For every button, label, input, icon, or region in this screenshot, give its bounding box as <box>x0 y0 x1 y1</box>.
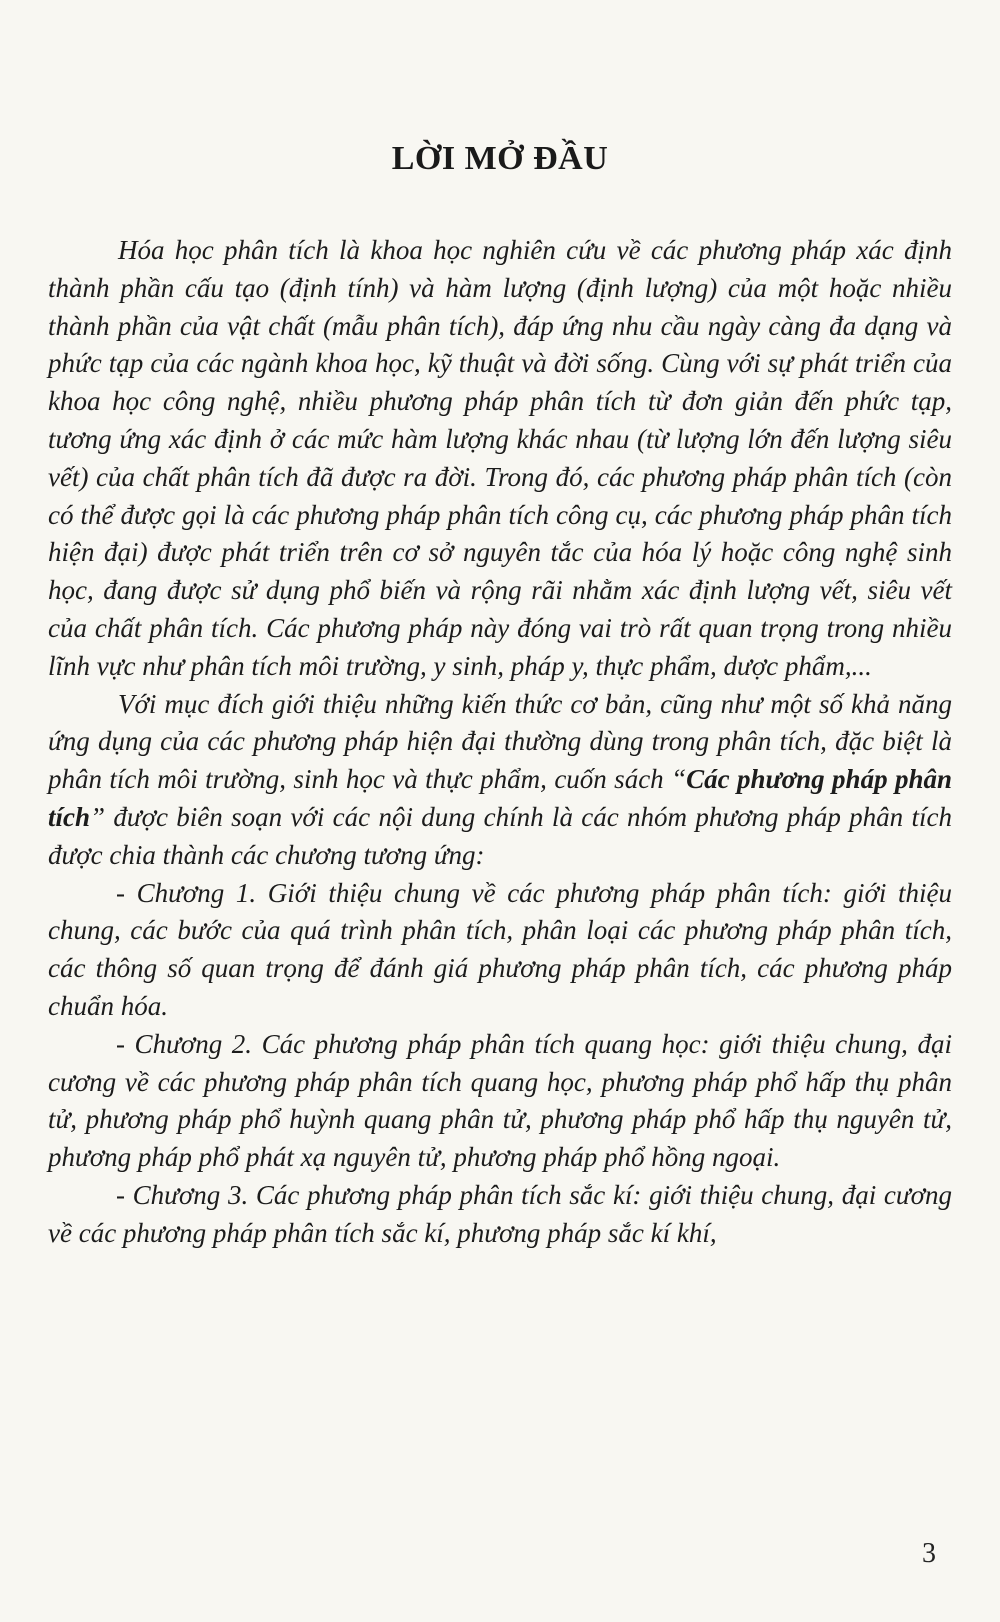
paragraph-intro: Hóa học phân tích là khoa học nghiên cứu về các phương pháp xác định thành phần cấu tạo (định tính) và hàm lượng (định lượng) của một hoặc nhiều thành phần của vật chất (mẫu phân tích), đáp ứng nhu cầu ngày càng đa dạng và phức tạp của các ngành khoa học, kỹ thuật và đời sống. Cùng với sự phát triển của khoa học công nghệ, nhiều phương pháp phân tích từ đơn giản đến phức tạp, tương ứng xác định ở các mức hàm lượng khác nhau (từ lượng lớn đến lượng siêu vết) của chất phân tích đã được ra đời. Trong đó, các phương pháp phân tích (còn có thể được gọi là các phương pháp phân tích công cụ, các phương pháp phân tích hiện đại) được phát triển trên cơ sở nguyên tắc của hóa lý hoặc công nghệ sinh học, đang được sử dụng phổ biến và rộng rãi nhằm xác định lượng vết, siêu vết của chất phân tích. Các phương pháp này đóng vai trò rất quan trọng trong nhiều lĩnh vực như phân tích môi trường, y sinh, pháp y, thực phẩm, dược phẩm,... <box>48 235 952 681</box>
chapter-item-2: - Chương 2. Các phương pháp phân tích quang học: giới thiệu chung, đại cương về các phương pháp phân tích quang học, phương pháp phổ hấp thụ phân tử, phương pháp phổ huỳnh quang phân tử, phương pháp phổ hấp thụ nguyên tử, phương pháp phổ phát xạ nguyên tử, phương pháp phổ hồng ngoại. <box>48 1028 952 1173</box>
paragraph-purpose-before: Với mục đích giới thiệu những kiến thức cơ bản, cũng như một số khả năng ứng dụng của các phương pháp hiện đại thường dùng trong phân tích, đặc biệt là phân tích môi trường, sinh học và thực phẩm, cuốn sách “ <box>48 688 952 795</box>
chapter-item-1: - Chương 1. Giới thiệu chung về các phương pháp phân tích: giới thiệu chung, các bước của quá trình phân tích, phân loại các phương pháp phân tích, các thông số quan trọng để đánh giá phương pháp phân tích, các phương pháp chuẩn hóa. <box>48 877 952 1021</box>
book-title: Các phương pháp phân tích <box>48 764 952 832</box>
page-heading: LỜI MỞ ĐẦU <box>391 140 609 177</box>
paragraph-purpose <box>48 686 952 875</box>
chapter-item-3: - Chương 3. Các phương pháp phân tích sắc kí: giới thiệu chung, đại cương về các phương pháp phân tích sắc kí, phương pháp sắc kí khí, <box>48 1179 952 1248</box>
paragraph-purpose-after: ” được biên soạn với các nội dung chính là các nhóm phương pháp phân tích được chia thành các chương tương ứng: <box>48 801 952 870</box>
body-text <box>48 232 952 1253</box>
page-number: 3 <box>922 1538 936 1569</box>
